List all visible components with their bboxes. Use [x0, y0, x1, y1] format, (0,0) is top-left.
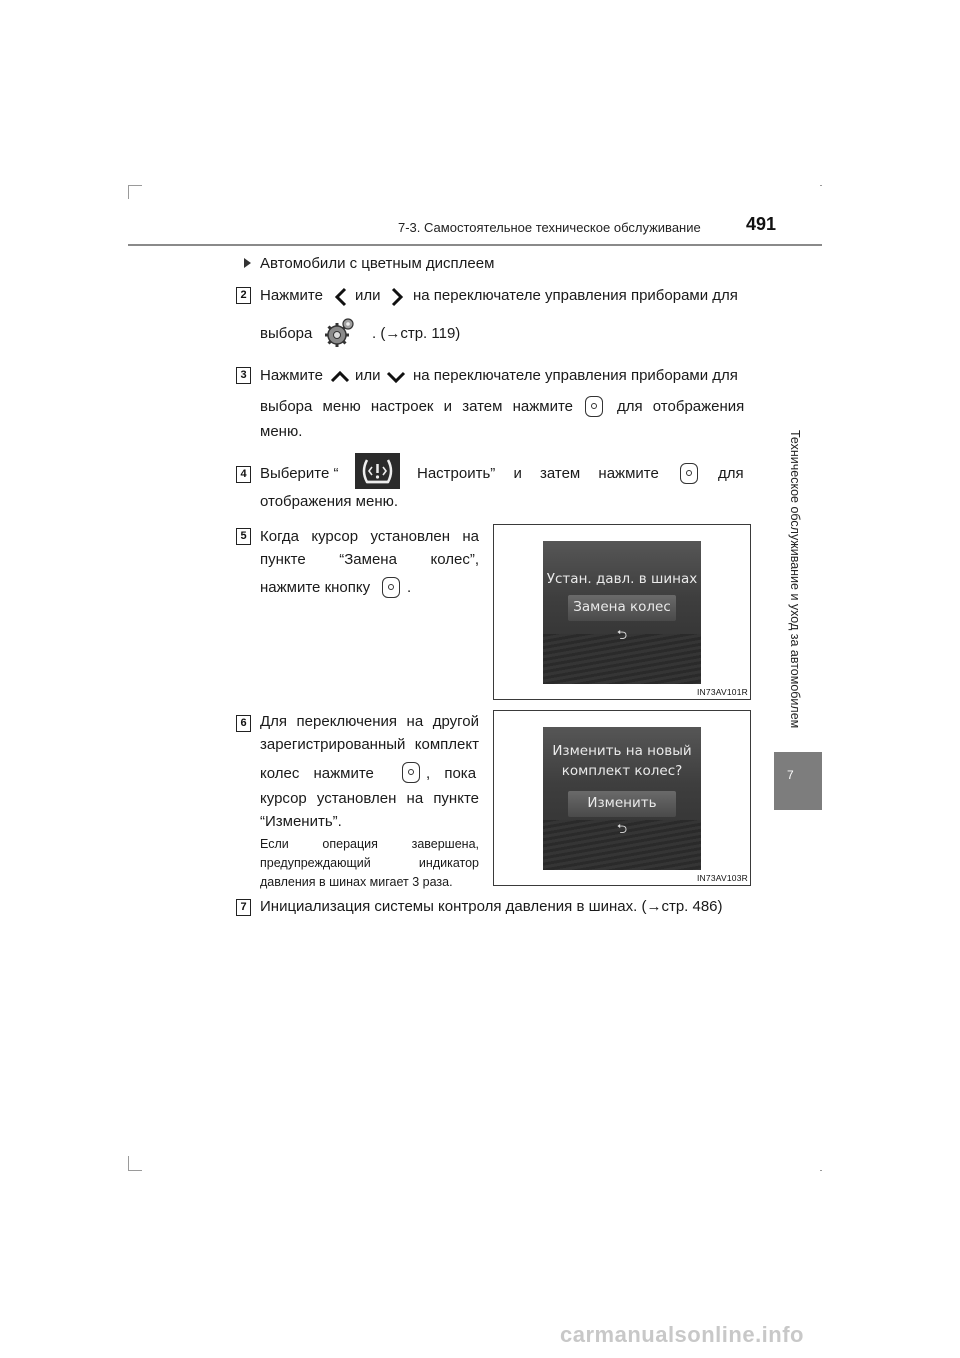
step4-line2: отображения меню.	[260, 493, 399, 510]
ok-button-icon	[402, 762, 420, 783]
chevron-right-icon	[390, 287, 404, 307]
bullet-triangle-icon	[244, 258, 251, 268]
step-badge-6: 6	[236, 715, 251, 732]
step2-arrow: →	[385, 325, 401, 342]
step2-page-ref: стр. 119)	[400, 325, 461, 342]
step6-note-line3: давления в шинах мигает 3 раза.	[260, 875, 453, 889]
step6-note-line2: предупреждающий индикатор	[260, 856, 479, 870]
step3-line1-a: Нажмите	[260, 367, 323, 384]
step6-line3-b: , пока	[426, 765, 477, 782]
display-screen	[543, 727, 701, 870]
figure-wheel-change	[493, 524, 751, 700]
step6-line1: Для переключения на другой	[260, 713, 479, 730]
step-badge-3: 3	[236, 367, 251, 384]
return-icon: ⮌	[616, 821, 628, 836]
step6-line5: “Изменить”.	[260, 813, 342, 830]
display-screen	[543, 541, 701, 684]
step2-paren: . (	[372, 325, 386, 342]
tpms-icon	[355, 453, 400, 489]
ok-button-icon	[680, 463, 698, 484]
step4-line1-b: Настроить” и затем нажмите	[417, 465, 659, 482]
screen-title: Устан. давл. в шинах	[546, 571, 698, 587]
crop-mark-bottom-left-v	[128, 1156, 129, 1170]
screen-title-line2: комплект колес?	[561, 763, 683, 779]
step2-line1-a: Нажмите	[260, 287, 323, 304]
step5-line1: Когда курсор установлен на	[260, 528, 479, 545]
step3-line1-b: на переключателе управления приборами для	[413, 367, 738, 384]
step3-line3: меню.	[260, 423, 303, 440]
step2-line2-a: выбора	[260, 325, 313, 342]
step4-line1-c: для	[718, 465, 744, 482]
step-badge-4: 4	[236, 466, 251, 483]
crop-mark-top-left-h	[128, 185, 142, 186]
ok-button-icon	[382, 577, 400, 598]
step5-line3-b: .	[407, 579, 412, 596]
step5-line3-a: нажмите кнопку	[260, 579, 371, 596]
step3-line2-a: выбора меню настроек и затем нажмите	[260, 398, 574, 415]
step6-line3-a: колес нажмите	[260, 765, 374, 782]
chevron-down-icon	[386, 370, 406, 384]
step-badge-7: 7	[236, 899, 251, 916]
step2-line2-b	[372, 324, 460, 344]
chapter-number: 7	[787, 768, 794, 782]
crop-mark-bottom-right	[820, 1170, 822, 1171]
figure-change-set	[493, 710, 751, 886]
step-badge-2: 2	[236, 287, 251, 304]
step4-line1-a: Выберите “	[260, 465, 339, 482]
page-number: 491	[746, 214, 777, 234]
step-badge-5: 5	[236, 528, 251, 545]
section-title: 7-3. Самостоятельное техническое обслуживание	[398, 220, 701, 235]
step7-page-ref: стр. 486)	[661, 898, 723, 915]
step3-line2-b: для отображения	[617, 398, 745, 415]
step2-line1-or: или	[355, 287, 381, 304]
chapter-tab	[774, 752, 822, 810]
intro-text: Автомобили с цветным дисплеем	[260, 255, 495, 272]
chapter-title: Техническое обслуживание и уход за автомобилем	[788, 430, 802, 729]
crop-mark-top-right	[820, 185, 822, 186]
return-icon: ⮌	[616, 627, 628, 642]
chevron-left-icon	[334, 287, 348, 307]
watermark: carmanualsonline.info	[560, 1322, 804, 1347]
step3-line1-or: или	[355, 367, 381, 384]
step7-line	[260, 897, 723, 917]
chevron-up-icon	[330, 370, 350, 384]
step6-line4: курсор установлен на пункте	[260, 790, 479, 807]
step6-line2: зарегистрированный комплект	[260, 736, 479, 753]
step2-line1-b: на переключателе управления приборами для	[413, 287, 738, 304]
step5-line2: пункте “Замена колес”,	[260, 551, 479, 568]
screen-item: Изменить	[587, 795, 657, 811]
step6-note-line1: Если операция завершена,	[260, 837, 479, 851]
gear-icon	[322, 316, 356, 350]
step7-text: Инициализация системы контроля давления в шинах. (	[260, 898, 647, 915]
figure-code: IN73AV101R	[697, 687, 748, 697]
ok-button-icon	[585, 396, 603, 417]
crop-mark-bottom-left-h	[128, 1170, 142, 1171]
screen-title-line1: Изменить на новый	[552, 743, 692, 759]
figure-code: IN73AV103R	[697, 873, 748, 883]
header-rule	[128, 244, 822, 246]
step7-arrow: →	[646, 898, 662, 915]
crop-mark-top-left-v	[128, 185, 129, 199]
screen-item: Замена колес	[573, 599, 671, 615]
